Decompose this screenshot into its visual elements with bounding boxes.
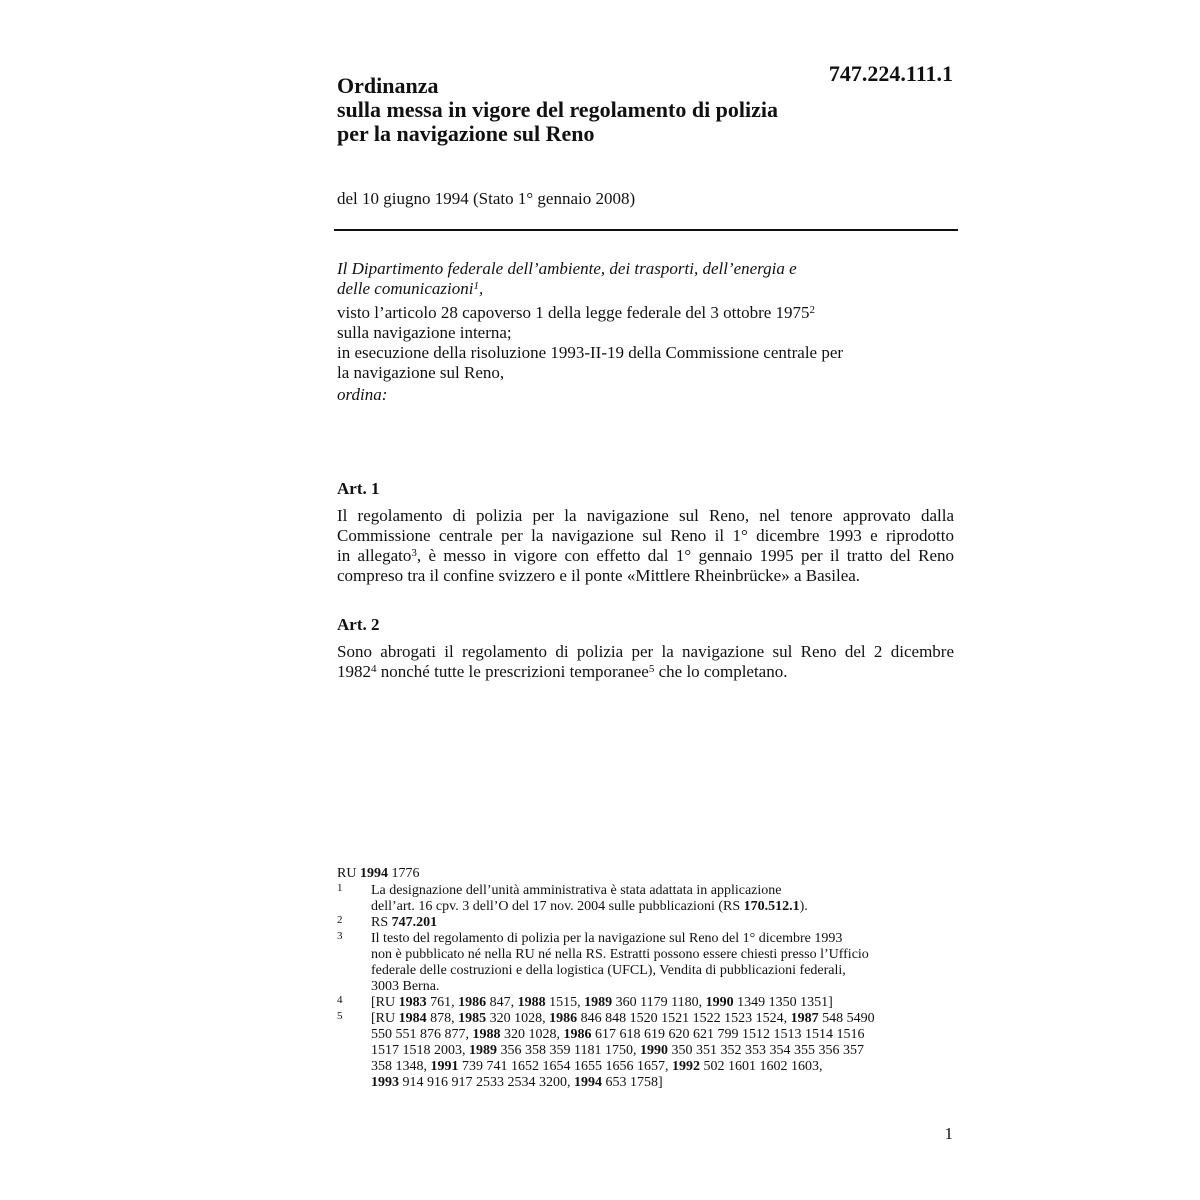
article-2-line-2-end: che lo completano.	[654, 662, 788, 681]
fn5-year: 1985	[458, 1011, 487, 1026]
footnote-1-line-1: La designazione dell’unità amministrativa è stata adattata in applicazione	[371, 883, 782, 898]
issuer-name-tail: delle comunicazioni	[337, 279, 474, 298]
fn4-pages: 1349 1350 1351]	[733, 995, 833, 1010]
fn5-open: [RU	[371, 1011, 399, 1026]
issuer-line-2	[337, 279, 957, 299]
fn5-pages: 320 1028,	[486, 1011, 550, 1026]
fn5-pages: 878,	[426, 1011, 459, 1026]
footnote-ref-3[interactable]: 3	[411, 547, 417, 559]
article-1-line-2: Commissione centrale per la navigazione sul Reno il 1° dicembre 1993 e riprodotto	[337, 526, 954, 545]
fn5-pages: 358 1348,	[371, 1059, 431, 1074]
footnote-1-line-2-text: dell’art. 16 cpv. 3 dell’O del 17 nov. 2004 sulle pubblicazioni (RS	[371, 899, 744, 914]
preamble	[337, 259, 957, 405]
fn5-pages: 846 848 1520 1521 1522 1523 1524,	[577, 1011, 791, 1026]
fn5-year: 1988	[472, 1027, 501, 1042]
footnote-4-number: 4	[337, 994, 343, 1006]
footnote-5-line-3	[371, 1043, 957, 1059]
fn4-pages: 761,	[426, 995, 459, 1010]
esecuzione-line-1: in esecuzione della risoluzione 1993-II-19 della Commissione centrale per	[337, 343, 844, 362]
fn4-year: 1988	[517, 995, 546, 1010]
footnote-3-line-2: non è pubblicato né nella RU né nella RS. Estratti possono essere chiesti presso l’Ufficio	[371, 947, 869, 962]
fn5-year: 1989	[469, 1043, 497, 1058]
footnote-1-number: 1	[337, 882, 343, 894]
article-2-line-1: Sono abrogati il regolamento di polizia per la navigazione sul Reno del 2 dicembre	[337, 642, 954, 661]
fn5-pages: 617 618 619 620 621 799 1512 1513 1514 1516	[591, 1027, 865, 1042]
issuer-comma: ,	[478, 279, 484, 298]
visto-line-1	[337, 303, 957, 323]
footnote-5-line-5	[371, 1075, 957, 1091]
article-1-body	[337, 506, 954, 586]
header-divider	[334, 229, 958, 231]
footnote-5-line-1	[371, 1011, 957, 1027]
fn5-year: 1987	[790, 1011, 819, 1026]
footnote-1-close: ).	[799, 899, 808, 914]
date-status-line: del 10 giugno 1994 (Stato 1° gennaio 2008)	[337, 189, 636, 208]
footnote-1-rs-number: 170.512.1	[743, 899, 800, 914]
footnote-2-prefix: RS	[371, 915, 392, 930]
article-1-line-3	[337, 546, 954, 566]
article-2-year: 1982	[337, 662, 371, 681]
article-1-line-4: compreso tra il confine svizzero e il ponte «Mittlere Rheinbrücke» a Basilea.	[337, 566, 861, 585]
footnote-5-line-4	[371, 1059, 957, 1075]
footnote-5	[337, 1011, 957, 1091]
fn5-year: 1994	[574, 1075, 602, 1090]
fn5-year: 1993	[371, 1075, 399, 1090]
footnote-ref-1[interactable]: 1	[473, 280, 479, 292]
fn5-pages: 502 1601 1602 1603,	[700, 1059, 823, 1074]
fn5-year: 1986	[549, 1011, 578, 1026]
sr-number: 747.224.111.1	[828, 61, 953, 86]
footnote-3-line-4: 3003 Berna.	[371, 979, 440, 994]
footnote-3-number: 3	[337, 930, 343, 942]
footnote-3-line-1: Il testo del regolamento di polizia per la navigazione sul Reno del 1° dicembre 1993	[371, 931, 843, 946]
fn5-pages: 550 551 876 877,	[371, 1027, 473, 1042]
article-2-heading: Art. 2	[337, 615, 380, 634]
footnote-4	[337, 995, 957, 1011]
fn5-year: 1986	[563, 1027, 592, 1042]
title-line-2: sulla messa in vigore del regolamento di polizia	[337, 97, 779, 122]
fn4-pages: 847,	[486, 995, 518, 1010]
footnote-2-number: 2	[337, 914, 343, 926]
footnote-5-number: 5	[337, 1010, 343, 1022]
article-2-line-2-mid: nonché tutte le prescrizioni temporanee	[376, 662, 649, 681]
fn4-pages: 1515,	[545, 995, 585, 1010]
fn5-year: 1990	[639, 1043, 668, 1058]
footnote-1	[337, 883, 957, 915]
ru-prefix: RU	[337, 866, 357, 881]
ru-reference	[337, 866, 957, 882]
footnote-1-line-2	[371, 899, 957, 915]
fn5-pages: 350 351 352 353 354 355 356 357	[667, 1043, 864, 1058]
footnote-2-rs-number: 747.201	[391, 915, 438, 930]
fn5-year: 1992	[672, 1059, 700, 1074]
fn4-pages: 360 1179 1180,	[612, 995, 706, 1010]
fn4-year: 1989	[584, 995, 613, 1010]
footnote-ref-5[interactable]: 5	[648, 663, 655, 675]
fn5-pages: 914 916 917 2533 2534 3200,	[399, 1075, 574, 1090]
fn5-pages: 653 1758]	[602, 1075, 663, 1090]
footnote-ref-4[interactable]: 4	[371, 663, 377, 675]
footnote-3-line-3: federale delle costruzioni e della logistica (UFCL), Vendita di pubblicazioni federali,	[371, 963, 846, 978]
article-1-heading: Art. 1	[337, 479, 380, 498]
fn4-year: 1983	[398, 995, 427, 1010]
fn5-pages: 1517 1518 2003,	[371, 1043, 469, 1058]
title-line-3: per la navigazione sul Reno	[337, 121, 595, 146]
fn5-pages: 356 358 359 1181 1750,	[497, 1043, 640, 1058]
footnote-ref-2[interactable]: 2	[809, 304, 816, 316]
visto-line-2: sulla navigazione interna;	[337, 323, 512, 342]
footnote-4-line-1	[371, 995, 957, 1011]
footnote-3	[337, 931, 957, 995]
ru-page: 1776	[391, 866, 420, 881]
fn5-pages: 739 741 1652 1654 1655 1656 1657,	[458, 1059, 672, 1074]
fn5-year: 1991	[430, 1059, 459, 1074]
footnotes-section	[337, 866, 957, 1091]
fn4-open: [RU	[371, 995, 399, 1010]
ordina-text: ordina:	[337, 385, 388, 404]
title-line-1: Ordinanza	[337, 73, 439, 98]
page-number: 1	[944, 1124, 953, 1143]
ru-year: 1994	[359, 866, 388, 881]
article-2-line-2	[337, 662, 954, 682]
fn5-pages: 320 1028,	[500, 1027, 564, 1042]
fn5-pages: 548 5490	[818, 1011, 875, 1026]
document-title	[337, 74, 897, 146]
footnote-2	[337, 915, 957, 931]
visto-text: visto l’articolo 28 capoverso 1 della legge federale del 3 ottobre 1975	[337, 303, 810, 322]
fn4-year: 1990	[705, 995, 734, 1010]
article-1-line-1: Il regolamento di polizia per la navigazione sul Reno, nel tenore approvato dalla	[337, 506, 954, 525]
issuer-line-1: Il Dipartimento federale dell’ambiente, dei trasporti, dell’energia e	[337, 259, 797, 278]
esecuzione-line-2: la navigazione sul Reno,	[337, 363, 505, 382]
footnote-5-line-2	[371, 1027, 957, 1043]
article-2-body	[337, 642, 954, 682]
fn4-year: 1986	[458, 995, 487, 1010]
article-1-line-3-end: , è messo in vigore con effetto dal 1° gennaio 1995 per il tratto del Reno	[416, 546, 955, 565]
fn5-year: 1984	[398, 1011, 427, 1026]
article-1-line-3-start: in allegato	[337, 546, 412, 565]
